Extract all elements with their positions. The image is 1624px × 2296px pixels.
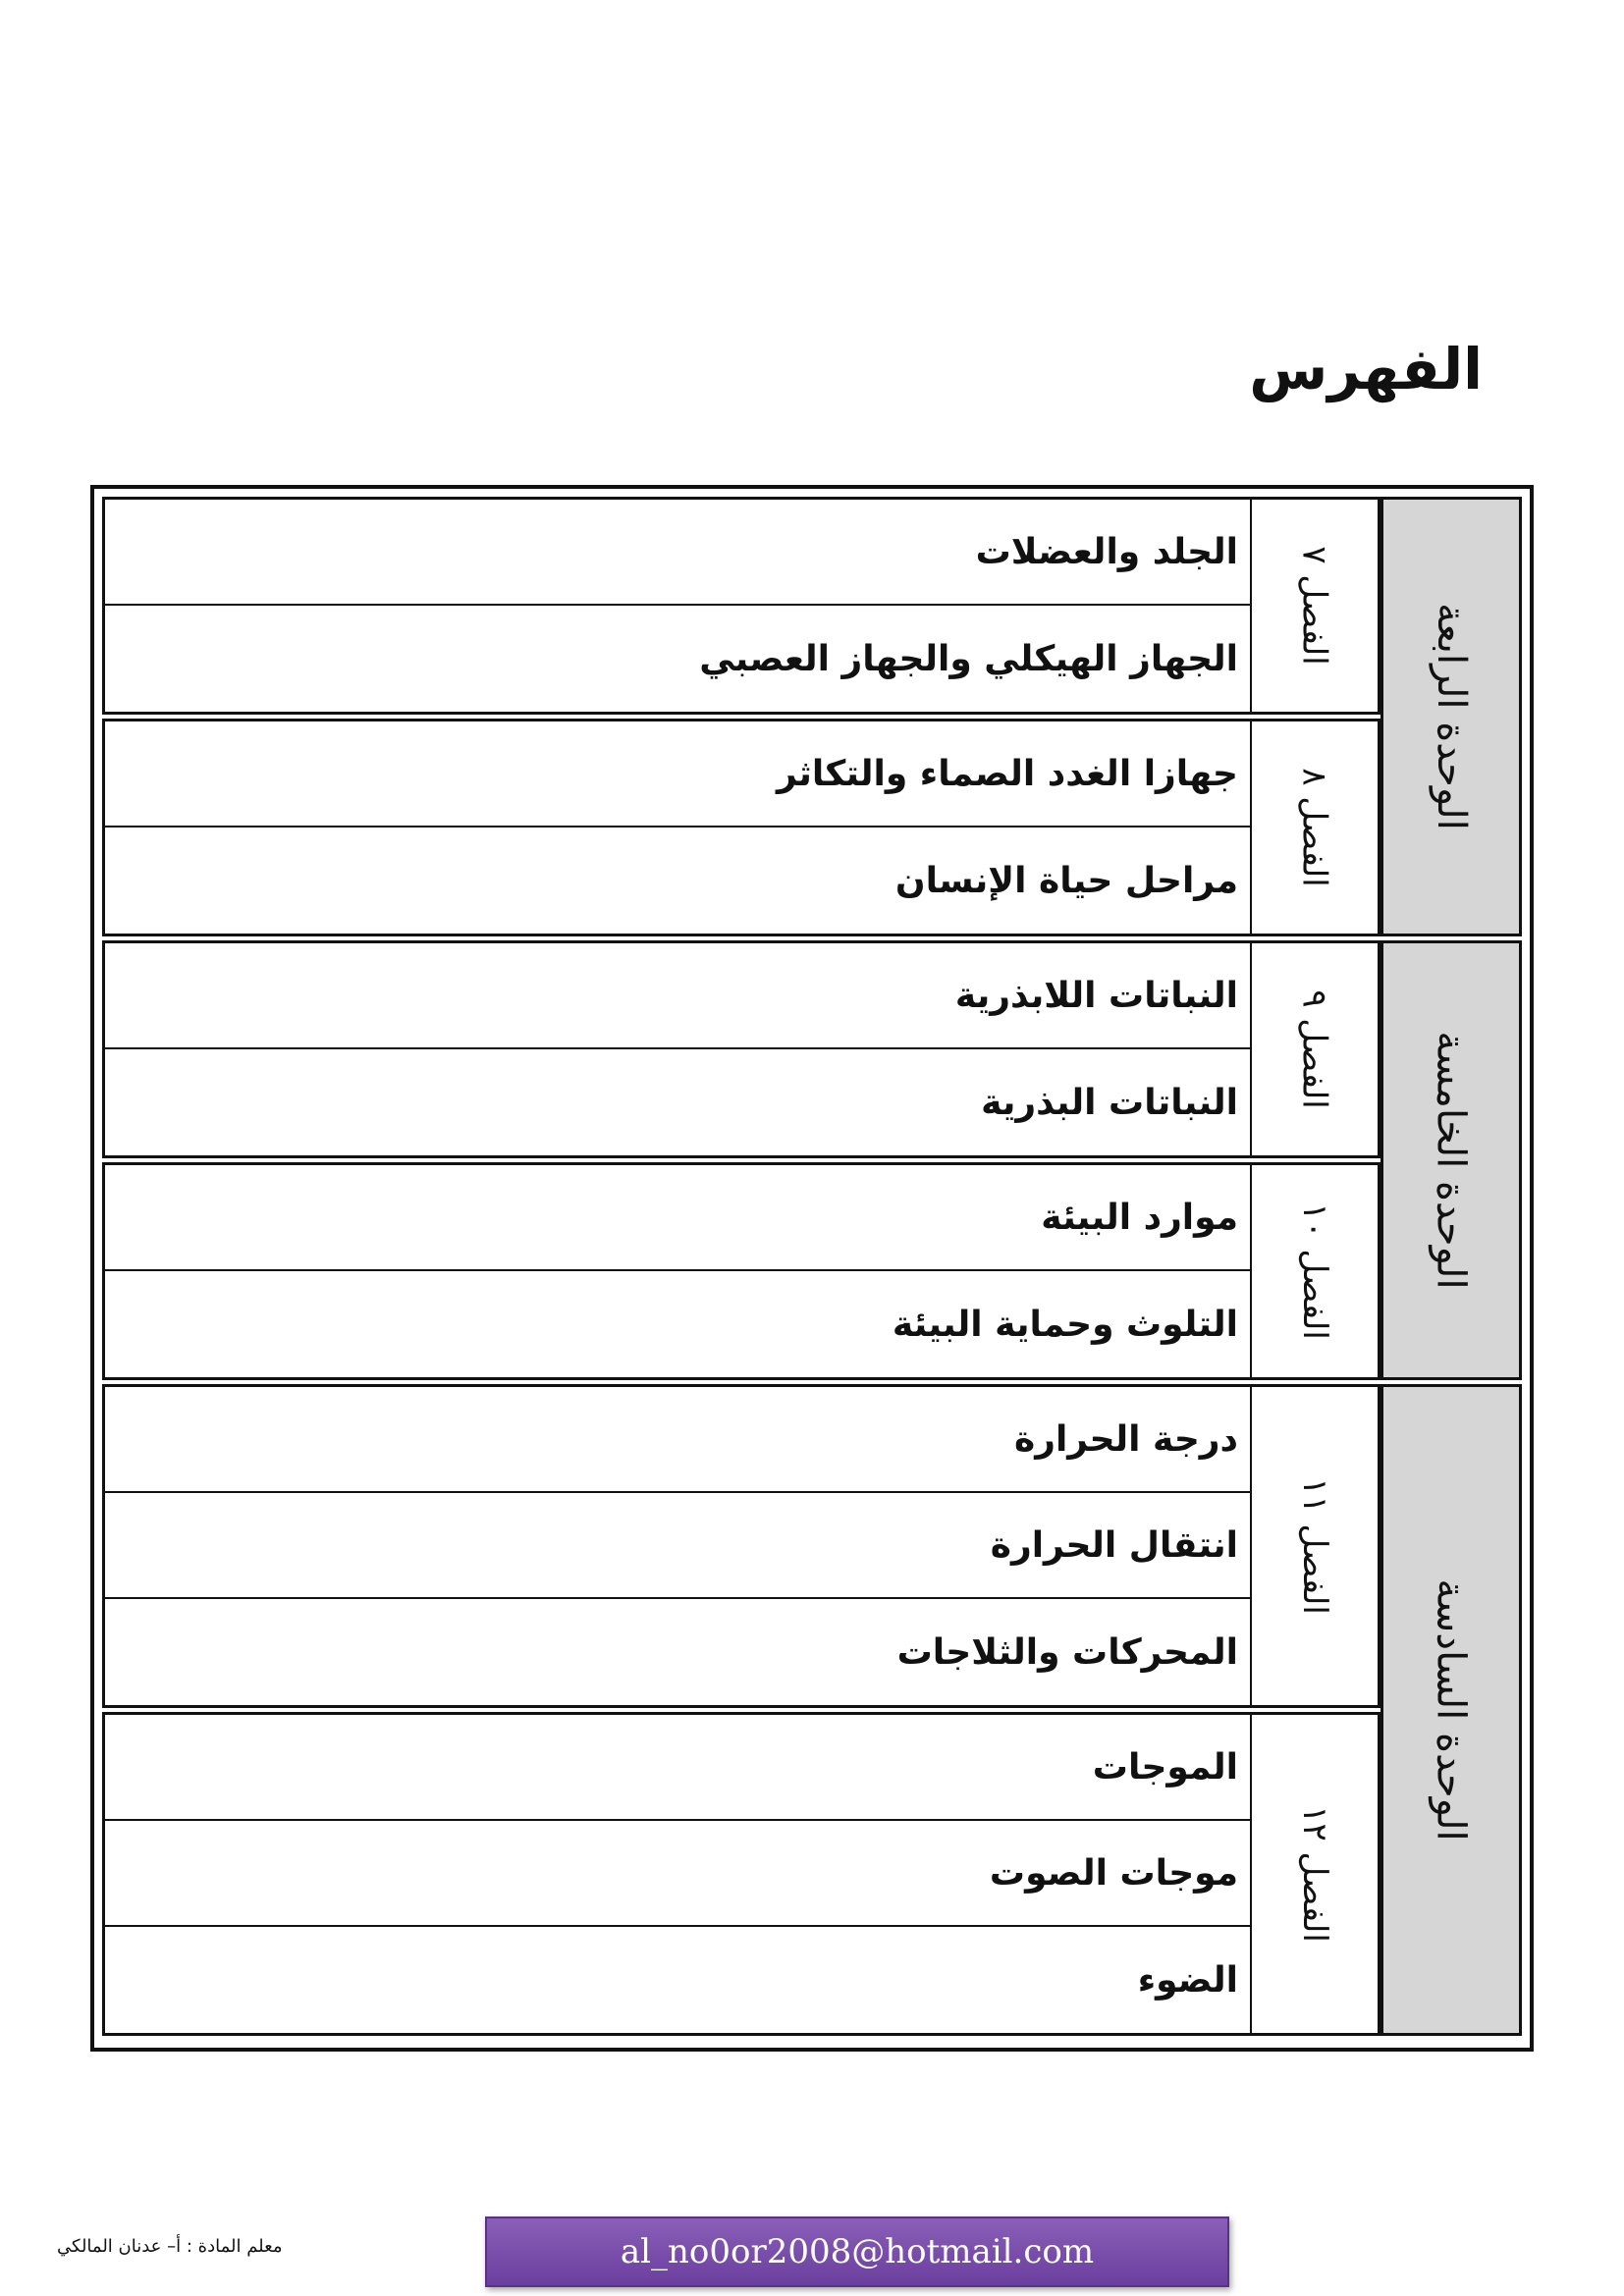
- unit-label-cell: [1380, 497, 1522, 936]
- index-table-body: [102, 497, 1522, 2040]
- chapter-label-cell: [1250, 1165, 1378, 1377]
- chapter-label-cell: [1250, 1715, 1378, 2033]
- unit-label-cell: [1380, 940, 1522, 1380]
- topic-list: [105, 943, 1250, 1155]
- chapter-label-cell: [1250, 943, 1378, 1155]
- chapter-block: [102, 497, 1380, 715]
- chapter-label-cell: [1250, 1387, 1378, 1705]
- topic-row[interactable]: موارد البيئة: [105, 1165, 1250, 1271]
- chapter-label: الفصل ١٢: [1295, 1805, 1335, 1943]
- topic-list: [105, 1165, 1250, 1377]
- unit-label: الوحدة الخامسة: [1429, 1031, 1475, 1290]
- topic-row[interactable]: النباتات البذرية: [981, 1082, 1238, 1123]
- topic-row[interactable]: التلوث وحماية البيئة: [892, 1304, 1238, 1345]
- topic-row[interactable]: انتقال الحرارة: [105, 1493, 1250, 1599]
- index-table: [90, 485, 1534, 2052]
- email-banner[interactable]: al_no0or2008@hotmail.com: [485, 2216, 1229, 2287]
- chapter-label-cell: [1250, 500, 1378, 712]
- topic-row[interactable]: درجة الحرارة: [105, 1387, 1250, 1493]
- topic-list: [105, 1715, 1250, 2033]
- chapter-label: الفصل ١٠: [1295, 1202, 1335, 1340]
- chapter-block: [102, 719, 1380, 936]
- chapter-label-cell: [1250, 721, 1378, 934]
- topic-list: [105, 721, 1250, 934]
- topic-row[interactable]: الضوء: [1137, 1959, 1238, 2001]
- topic-row[interactable]: المحركات والثلاجات: [896, 1631, 1238, 1673]
- topic-list: [105, 500, 1250, 712]
- topic-row[interactable]: موجات الصوت: [105, 1821, 1250, 1927]
- topic-row[interactable]: النباتات اللابذرية: [105, 943, 1250, 1049]
- unit-label-cell: [1380, 1384, 1522, 2036]
- topic-row[interactable]: الجهاز الهيكلي والجهاز العصبي: [699, 638, 1238, 679]
- topic-row[interactable]: الموجات: [105, 1715, 1250, 1821]
- unit-label: الوحدة الرابعة: [1429, 603, 1474, 830]
- chapter-block: [102, 1162, 1380, 1380]
- teacher-credit: معلم المادة : أ– عدنان المالكي: [57, 2236, 283, 2257]
- chapter-block: [102, 940, 1380, 1158]
- chapter-label: الفصل ١١: [1295, 1477, 1335, 1615]
- topic-list: [105, 1387, 1250, 1705]
- unit-label: الوحدة السادسة: [1429, 1578, 1474, 1842]
- topic-row[interactable]: جهازا الغدد الصماء والتكاثر: [105, 721, 1250, 828]
- topic-row[interactable]: الجلد والعضلات: [105, 500, 1250, 606]
- page-title: الفهرس: [1249, 336, 1483, 402]
- chapter-block: [102, 1712, 1380, 2036]
- chapter-label: الفصل ٨: [1295, 768, 1334, 887]
- chapter-label: الفصل ٧: [1295, 546, 1334, 666]
- topic-row[interactable]: مراحل حياة الإنسان: [894, 860, 1238, 901]
- chapter-label: الفصل ٩: [1295, 989, 1334, 1109]
- chapter-block: [102, 1384, 1380, 1708]
